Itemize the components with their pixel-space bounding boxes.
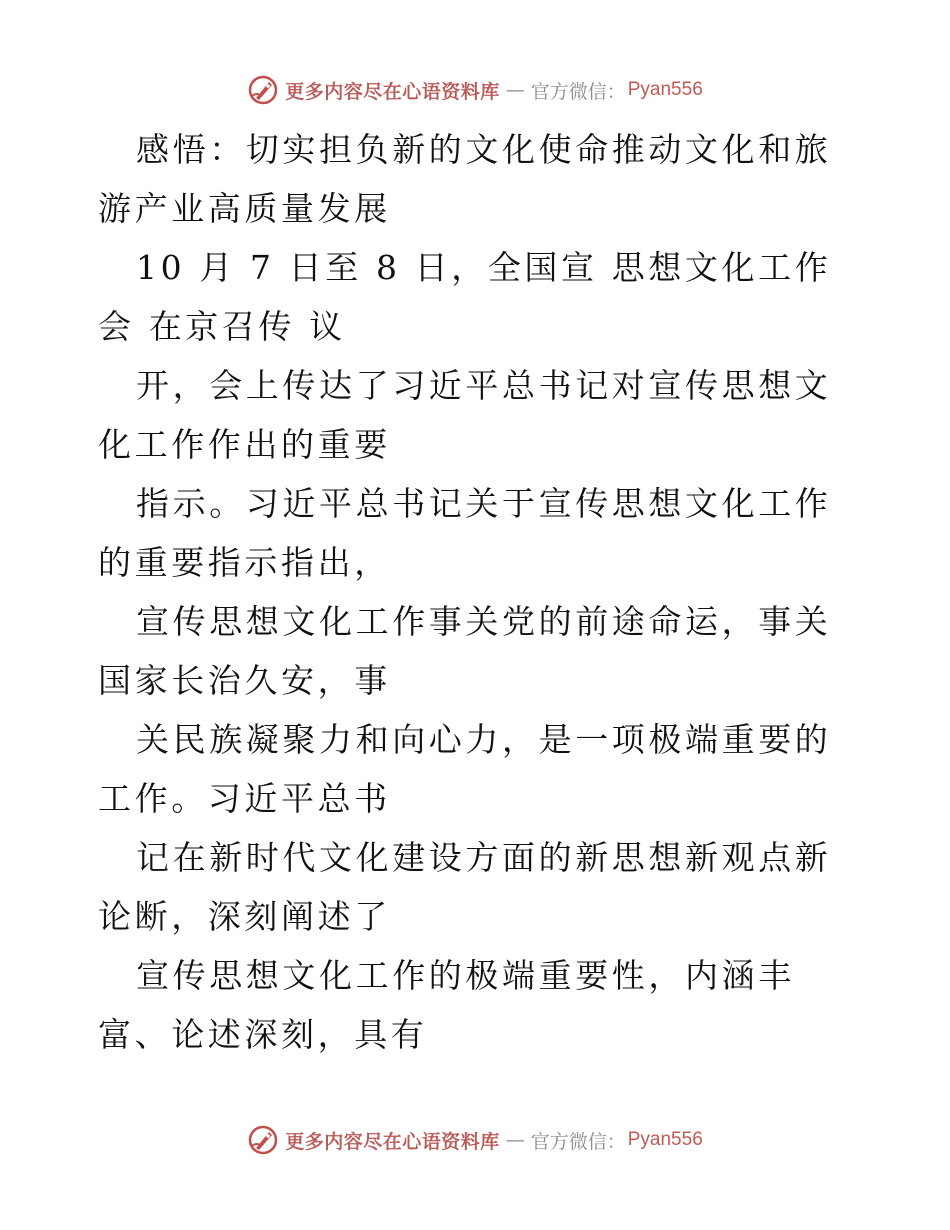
wechat-label: 官方微信： (530, 80, 626, 103)
footer-banner (0, 1120, 950, 1160)
paragraph: 指示。习近平总书记关于宣传思想文化工作的重要指示指出， (98, 484, 832, 582)
pen-nib-logo-icon (247, 74, 279, 106)
paragraph: 宣传思想文化工作事关党的前途命运，事关国家长治久安，事 (98, 602, 832, 700)
paragraph: 开，会上传达了习近平总书记对宣传思想文化工作作出的重要 (98, 366, 832, 464)
paragraph: 10 月 7 日至 8 日，全国宣 思想文化工作会 在京召传 议 (98, 248, 832, 346)
paragraph: 关民族凝聚力和向心力，是一项极端重要的工作。习近平总书 (98, 720, 832, 818)
site-name: 更多内容尽在心语资料库 (285, 1130, 500, 1153)
banner-dash: — (505, 1129, 525, 1151)
banner-dash: — (505, 79, 525, 101)
wechat-id: Pyan556 (627, 1129, 703, 1150)
wechat-id: Pyan556 (627, 79, 703, 100)
paragraph: 记在新时代文化建设方面的新思想新观点新论断，深刻阐述了 (98, 838, 832, 936)
paragraph: 宣传思想文化工作的极端重要性，内涵丰富、论述深刻，具有 (98, 956, 795, 1054)
pen-nib-logo-icon (247, 1124, 279, 1156)
document-body (98, 120, 858, 1064)
paragraph-title: 感悟：切实担负新的文化使命推动文化和旅游产业高质量发展 (98, 130, 832, 228)
wechat-label: 官方微信： (530, 1130, 626, 1153)
header-banner (0, 70, 950, 110)
site-name: 更多内容尽在心语资料库 (285, 80, 500, 103)
